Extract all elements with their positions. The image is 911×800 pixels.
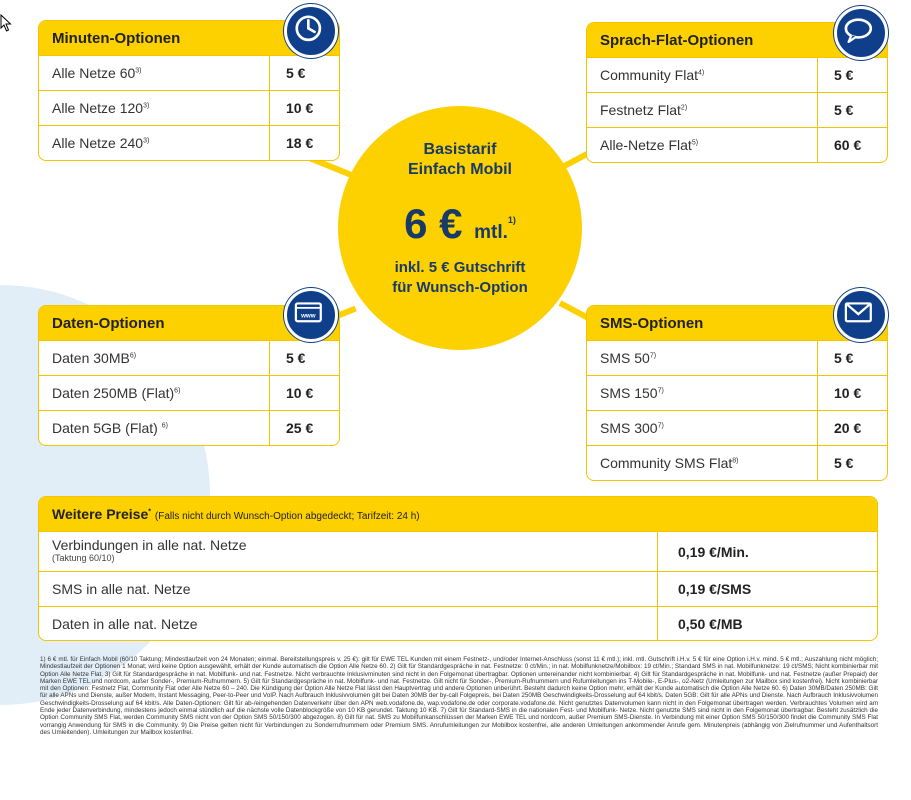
option-price: 5 €	[817, 93, 887, 127]
price-value: 0,19 €/Min.	[657, 532, 877, 571]
table-row	[39, 410, 339, 445]
tariff-price	[338, 198, 582, 255]
price-value: 0,19 €/SMS	[657, 572, 877, 606]
price-label: SMS in alle nat. Netze	[52, 581, 191, 597]
option-label: Daten 5GB (Flat)	[52, 420, 162, 436]
table-row	[587, 445, 887, 480]
svg-text:www: www	[301, 312, 316, 320]
price-value: 0,50 €/MB	[657, 607, 877, 640]
table-title: Sprach-Flat-Optionen	[587, 23, 887, 57]
footnote-ref: 7)	[657, 422, 664, 430]
option-label: Daten 30MB	[52, 350, 130, 366]
table-note: (Falls nicht durch Wunsch-Option abgedeckt; Tarifzeit: 24 h)	[154, 511, 420, 522]
weitere-preise-table	[38, 496, 878, 641]
option-label: Alle Netze 240	[52, 135, 144, 151]
mouse-cursor-icon	[0, 14, 12, 32]
option-label: Alle-Netze Flat	[600, 137, 692, 153]
table-row	[39, 340, 339, 375]
credit-text: inkl. 5 € Gutschrift	[394, 259, 526, 276]
table-title: Daten-Optionen	[39, 306, 339, 340]
footnote-ref: 8)	[732, 457, 739, 465]
option-price: 5 €	[817, 446, 887, 480]
footnote-ref: 3)	[135, 67, 142, 75]
option-price: 5 €	[269, 56, 339, 90]
option-label: Alle Netze 120	[52, 100, 144, 116]
table-row	[587, 410, 887, 445]
option-label: Daten 250MB (Flat)	[52, 385, 175, 401]
www-browser-icon	[284, 288, 338, 342]
table-row	[39, 571, 877, 606]
option-price: 60 €	[817, 128, 887, 162]
table-title: Minuten-Optionen	[39, 21, 339, 55]
table-row	[39, 90, 339, 125]
table-row	[39, 125, 339, 160]
footnote-ref: *	[148, 508, 151, 516]
option-price: 5 €	[817, 58, 887, 92]
basistarif-circle	[338, 106, 582, 350]
table-row	[587, 375, 887, 410]
footnote-ref: 7)	[657, 387, 664, 395]
option-price: 18 €	[269, 126, 339, 160]
footnote-ref: 4)	[698, 69, 705, 77]
footnote-ref: 2)	[680, 104, 688, 112]
option-label: SMS 300	[600, 420, 658, 436]
price-value: 6 €	[404, 200, 463, 247]
option-price: 10 €	[269, 91, 339, 125]
option-label: SMS 150	[600, 385, 658, 401]
footnote-ref: 6)	[161, 422, 168, 430]
footnote-ref: 6)	[129, 352, 137, 360]
table-row	[39, 531, 877, 571]
table-row	[587, 127, 887, 162]
footnote-ref: 5)	[691, 139, 699, 147]
footnote-ref: 7)	[649, 352, 657, 360]
footnotes: 1) 6 € mtl. für Einfach Mobil (60/10 Taktung; Mindestlaufzeit von 24 Monaten; einmal. Bereitstellungspreis v. 25 €): gilt für EWE TEL Kunden mit einem Festnetz-, und/oder Internet-Anschluss (sonst 11 € mtl.); inkl. mtl. Gutschrift i.H.v. 5 € für eine Option i.H.v. mind. 5 € mtl.; Auszahlung nicht möglich; Mindestlaufzeit der Optionen 1 Monat; wird keine Option ausgewählt, erhält der Kunde automatisch die Option Alle Netze 60. 2) Gilt für Standardgespräche in nat. Festnetze: 0 ct/Min.; in nat. Mobilfunknetze/Mobilbox: 19 ct/Min.; Standard SMS in nat. Mobilfunknetze: 19 ct/SMS; Nicht kombinierbar mit Option Alle Netze Flat. 3) Gilt für Standardgespräche in nat. Mobilfunk- und nat. Festnetze. Nicht verbrauchte Inklusivminuten sind nicht in den Folgemonat übertragbar. Optionen untereinander nicht kombinierbar. 4) Gilt für Standardgespräche in nat. Mobilfunk- und nat. Festnetze (außer Prepaid) der Marken EWE TEL und nordcom, außer Sonder-, Premium-Rufnummern. 5) Gilt für Standardgespräche in nat. Mobilfunk- und nat. Festnetze. Gilt nicht für Sonder-, Premium-Rufnummern und Rufumleitungen ins T-Mobile-, E-Plus-, o2-Netz (Umleitungen zur Mailbox sind kostenfrei). Nicht kombinierbar mit den Optionen: Festnetz Flat, Community Flat oder Alle Netze 60 – 240. Die Kündigung der Option Alle Netze Flat lässt den Hauptvertrag und andere Optionen unberührt. Besteht dadurch keine Option mehr, erhält der Kunde automatisch die Option Alle Netze 60. 6) Daten 30MB/Daten 250MB: Gilt für alle APNs und Dienste, außer Modem, Instant Messaging, Peer-to-Peer und VoIP. Nach Aufbrauch Inklusivvolumen gilt bei Daten 30MB der by-call Folgepreis, bei Daten 250MB Geschwindigkeits-Drosselung auf 64 kbit/s. Daten 5GB: Gilt für alle APNs und Dienste. Nach Aufbrauch Inklusivvolumen Geschwindigkeits-Drosselung auf 64 kbit/s. Alle Daten-Optionen: Gilt für ab-/eingehenden Datenverkehr über den APN web.vodafone.de, wap.vodafone.de oder corporate.vodafone.de. Nicht genutztes Datenvolumen kann nicht in den Folgemonat übertragen werden. Verbrauchtes Volumen wird am Ende jeder Datenverbindung, mindestens jedoch einmal stündlich auf die nächste volle Datenblockgröße von 10 KB gerundet. Taktung 10 KB. 7) Gilt für Standard-SMS in die nationalen Fest- und Mobilfunk- Netze. Nicht genutzte SMS sind nicht in den Folgemonat übertragbar. Besteht zusätzlich die Option Community SMS Flat, werden Community SMS nicht von der Option SMS 50/150/300 abgezogen. 8) Gilt für nat. SMS zu Mobilfunkanschlüssen der Marken EWE TEL und nordcom, außer Premium SMS-Dienste. In Verbindung mit einer Option SMS 50/150/300 findet die Community SMS Flat vorrangig Anwendung für SMS in die Community. 9) Die Preise gelten nicht für Verbindungen zu Sonderrufnummern oder Premium SMS. Anrufumleitungen zur Mobilbox kostenfrei, alle anderen Umleitungen ankommender Anrufe gem. Minutenpreis (abhängig von Zielrufnummer und Aufenthaltsort des Umleitenden). Umleitungen zur Mailbox kostenfrei.	[40, 656, 878, 736]
option-price: 10 €	[817, 376, 887, 410]
footnote-ref: 6)	[174, 387, 181, 395]
table-row	[39, 55, 339, 90]
option-price: 5 €	[817, 341, 887, 375]
price-sublabel: (Taktung 60/10)	[52, 553, 115, 563]
option-label: Community SMS Flat	[600, 455, 733, 471]
price-unit: mtl.	[474, 222, 508, 243]
price-label: Daten in alle nat. Netze	[52, 616, 198, 632]
option-price: 25 €	[269, 411, 339, 445]
option-price: 20 €	[817, 411, 887, 445]
tariff-label: Basistarif	[423, 141, 497, 158]
table-title: SMS-Optionen	[587, 306, 887, 340]
table-row	[587, 340, 887, 375]
option-price: 10 €	[269, 376, 339, 410]
option-label: SMS 50	[600, 350, 650, 366]
footnote-ref: 1)	[507, 215, 516, 225]
footnote-ref: 3)	[143, 137, 150, 145]
table-title: Weitere Preise	[52, 506, 149, 522]
table-row	[39, 606, 877, 640]
credit-text-2: für Wunsch-Option	[392, 279, 528, 296]
option-label: Alle Netze 60	[52, 65, 136, 81]
price-label: Verbindungen in alle nat. Netze	[52, 537, 247, 553]
clock-icon	[284, 4, 338, 58]
option-label: Festnetz Flat	[600, 102, 681, 118]
footnote-ref: 3)	[143, 102, 150, 110]
envelope-icon	[834, 288, 888, 342]
table-row	[587, 57, 887, 92]
tariff-name: Einfach Mobil	[408, 161, 512, 178]
table-row	[587, 92, 887, 127]
speech-bubble-icon	[834, 6, 888, 60]
option-price: 5 €	[269, 341, 339, 375]
table-row	[39, 375, 339, 410]
option-label: Community Flat	[600, 67, 699, 83]
